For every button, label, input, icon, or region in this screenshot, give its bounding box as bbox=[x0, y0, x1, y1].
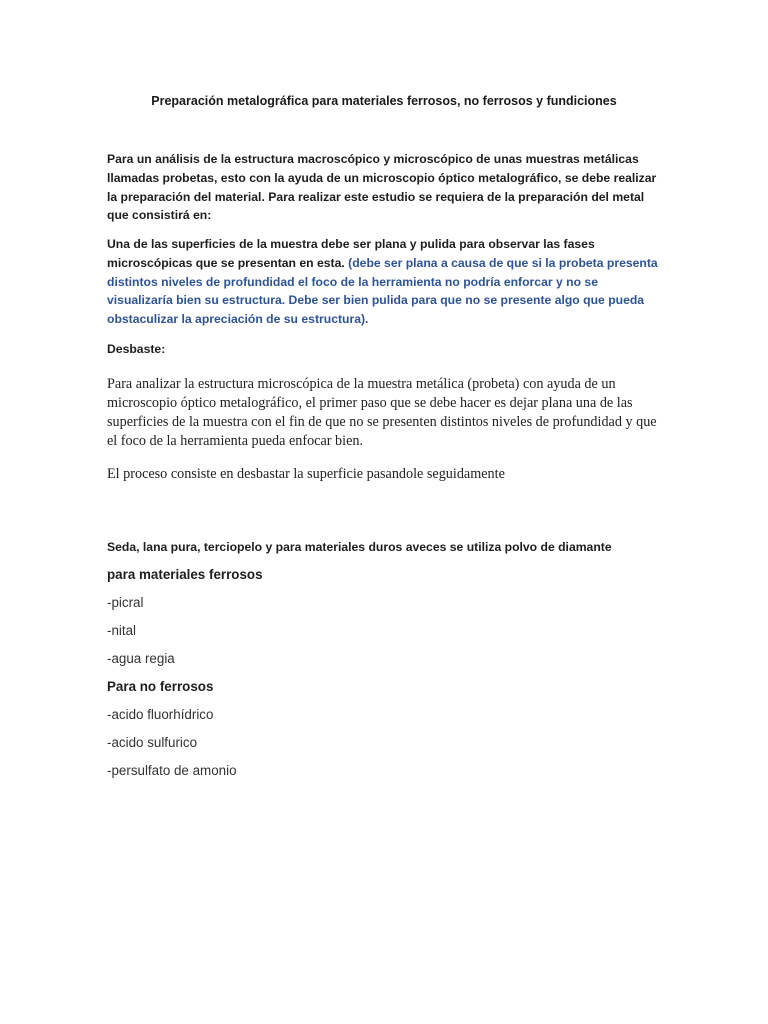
ferrous-heading: para materiales ferrosos bbox=[107, 567, 263, 582]
ferrous-item: -picral bbox=[107, 595, 144, 610]
surface-paragraph bbox=[107, 235, 667, 329]
desbaste-heading: Desbaste: bbox=[107, 342, 166, 356]
nonferrous-item: -persulfato de amonio bbox=[107, 763, 237, 778]
intro-paragraph: Para un análisis de la estructura macroscópico y microscópico de unas muestras metálicas llamadas probetas, esto con la ayuda de un microscopio óptico metalográfico, se debe realizar la preparación del material. Para realizar este estudio se requiera de la preparación del metal que consistirá en: bbox=[107, 152, 657, 223]
polishing-line: Seda, lana pura, terciopelo y para materiales duros aveces se utiliza polvo de diamante bbox=[107, 540, 612, 554]
document-title: Preparación metalográfica para materiales ferrosos, no ferrosos y fundiciones bbox=[151, 94, 617, 108]
ferrous-item: -agua regia bbox=[107, 651, 175, 666]
ferrous-item: -nital bbox=[107, 623, 137, 638]
nonferrous-heading: Para no ferrosos bbox=[107, 679, 214, 694]
nonferrous-item: -acido fluorhídrico bbox=[107, 707, 214, 722]
desbaste-paragraph-2: El proceso consiste en desbastar la superficie pasandole seguidamente bbox=[107, 466, 505, 482]
desbaste-paragraph-1: Para analizar la estructura microscópica de la muestra metálica (probeta) con ayuda de un microscopio óptico metalográfico, el primer paso que se debe hacer es dejar plana una de las superficies de la muestra con el fin de que no se presenten distintos niveles de profundidad y que el foco de la herramienta pueda enfocar bien. bbox=[107, 376, 657, 449]
nonferrous-item: -acido sulfurico bbox=[107, 735, 198, 750]
surface-note: (debe ser plana a causa de que si la probeta presenta distintos niveles de profundidad el foco de la herramienta no podría enforcar y no se visualizaría bien su estructura. Debe ser bien pulida para que no se presente algo que pueda obstaculizar la apreciación de su estructura). bbox=[107, 255, 658, 327]
surface-text: Una de las superficies de la muestra debe ser plana y pulida para observar las fases microscópicas que se presentan en esta. bbox=[107, 237, 595, 270]
